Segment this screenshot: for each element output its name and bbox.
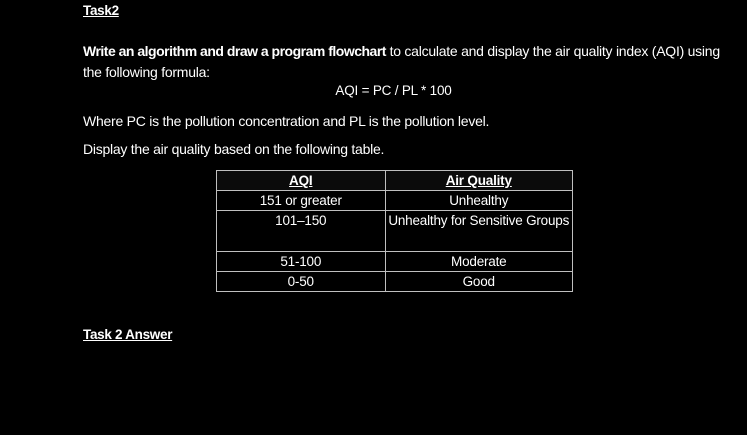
aqi-range-cell: 0-50 — [217, 272, 386, 292]
formula: AQI = PC / PL * 100 — [335, 83, 452, 98]
task-instruction — [83, 41, 723, 83]
task-heading: Task2 — [83, 3, 119, 18]
aqi-range-cell: 101–150 — [217, 211, 386, 252]
task-instruction-rest: to calculate and display the air quality index (AQI) using the following formula: — [83, 43, 720, 80]
definition-text: Where PC is the pollution concentration and PL is the pollution level. — [83, 113, 490, 129]
aqi-range-cell: 51-100 — [217, 252, 386, 272]
aqi-range-cell: 151 or greater — [217, 191, 386, 211]
formula-line — [0, 83, 747, 98]
answer-heading: Task 2 Answer — [83, 327, 173, 342]
air-quality-cell: Good — [385, 272, 573, 292]
header-air-quality: Air Quality — [385, 171, 573, 191]
table-row — [217, 191, 573, 211]
table-header-row — [217, 171, 573, 191]
air-quality-cell: Unhealthy for Sensitive Groups — [385, 211, 573, 252]
air-quality-cell: Moderate — [385, 252, 573, 272]
header-aqi: AQI — [217, 171, 386, 191]
air-quality-cell: Unhealthy — [385, 191, 573, 211]
table-row — [217, 252, 573, 272]
aqi-table — [216, 170, 573, 292]
task-instruction-bold: Write an algorithm and draw a program flowchart — [83, 43, 386, 59]
table-row — [217, 211, 573, 252]
table-row — [217, 272, 573, 292]
display-instruction: Display the air quality based on the following table. — [83, 141, 385, 157]
